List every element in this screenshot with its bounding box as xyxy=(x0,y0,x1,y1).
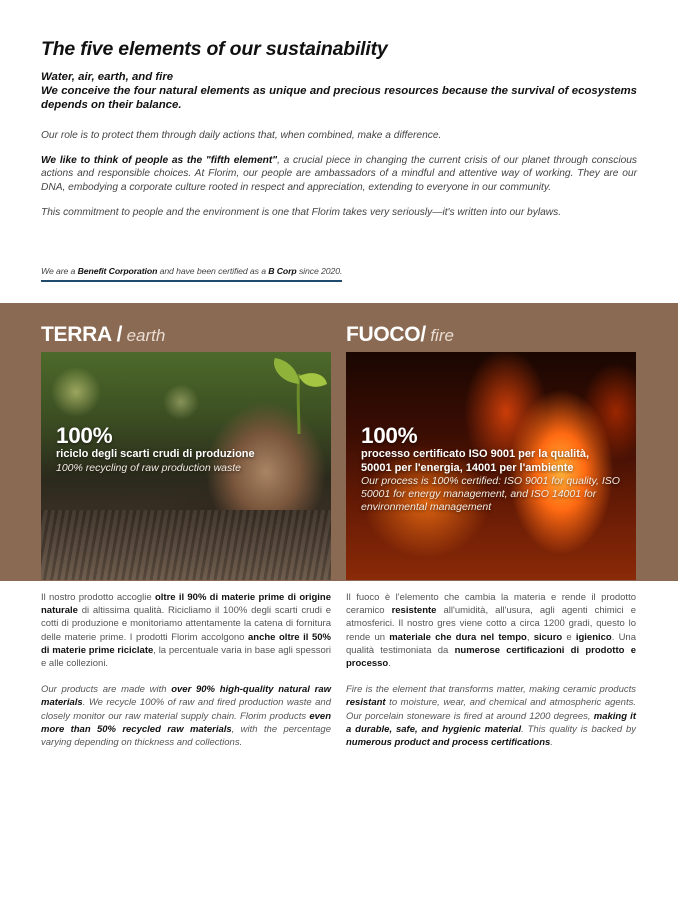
earth-it-bold: anche oltre il 50% di materie prime riciclate xyxy=(41,631,331,656)
intro-lead xyxy=(41,70,637,112)
fire-it-part: Il fuoco è l'elemento che cambia la materia e rende il prodotto ceramico xyxy=(346,592,636,617)
earth-en-part: . We recycle 100% of raw and fired production waste and closely monitor our raw material supply chain. Florim products xyxy=(41,697,331,722)
fire-en-part: . xyxy=(550,737,553,749)
earth-en-bold: even more than 50% recycled raw materials xyxy=(41,710,331,735)
fire-text-it xyxy=(346,591,636,670)
earth-it-part: , la percentuale varia in base agli spessori e alle collezioni. xyxy=(41,644,332,670)
intro-section xyxy=(41,70,637,220)
earth-soil xyxy=(41,510,331,580)
earth-it-bold: oltre il 90% di materie prime di origine naturale xyxy=(41,592,331,617)
earth-en-part: Our products are made with xyxy=(41,684,172,696)
intro-fifth-rest: , a crucial piece in changing the current crisis of our planet through conscious actions and responsible choices. At Florim, our people are ambassadors of a mindful and attentive way of working. They are our DNA, embodying a corporate culture rooted in respect and appreciation, extending to everyone in our community. xyxy=(41,154,638,193)
earth-heading-sub: earth xyxy=(126,326,166,345)
fire-heading-main: FUOCO/ xyxy=(346,323,426,346)
fire-en-part: Fire is the element that transforms matter, making ceramic products xyxy=(346,684,636,696)
earth-text-en xyxy=(41,683,331,749)
intro-role: Our role is to protect them through daily actions that, when combined, make a difference. xyxy=(41,130,442,141)
intro-commitment: This commitment to people and the environment is one that Florim takes very seriously—it's written into our bylaws. xyxy=(41,207,562,218)
fire-it-part: . xyxy=(388,658,391,670)
earth-stat-en: 100% recycling of raw production waste xyxy=(56,461,242,474)
intro-fifth-bold: We like to think of people as the "fifth element" xyxy=(41,154,278,166)
fire-it-part: , xyxy=(526,631,534,643)
fire-it-part: . Una qualità testimoniata da xyxy=(346,631,636,656)
sprout-icon xyxy=(269,354,329,434)
bcorp-benefit-corporation: Benefit Corporation xyxy=(77,266,158,276)
fire-heading-sub: fire xyxy=(430,326,454,345)
fire-it-bold: materiale che dura nel tempo xyxy=(389,631,527,643)
fire-stat-en: Our process is 100% certified: ISO 9001 for quality, ISO 50001 for energy management, and ISO 14001 for environmental management xyxy=(361,475,620,513)
fire-it-part: e xyxy=(562,631,576,643)
earth-heading-main: TERRA / xyxy=(41,323,123,346)
bcorp-mid: and have been certified as a xyxy=(157,266,269,276)
fire-heading xyxy=(346,323,454,347)
earth-text xyxy=(41,591,331,749)
fire-it-part: all'umidità, all'usura, agli agenti chimici e atmosferici. Il nostro gres viene cotto a circa 1200 gradi, questo lo rende un xyxy=(346,605,636,643)
elements-band xyxy=(0,303,678,581)
fire-text-en xyxy=(346,683,636,749)
fire-it-bold: resistente xyxy=(391,605,437,617)
earth-en-bold: over 90% high-quality natural raw materials xyxy=(41,684,332,709)
bcorp-b-corp: B Corp xyxy=(268,266,297,276)
fire-en-part: to moisture, wear, and chemical and atmospheric agents. Our porcelain stoneware is fired at around 1200 degrees, xyxy=(346,697,636,722)
earth-en-part: , with the percentage varying depending on thickness and collections. xyxy=(41,723,331,749)
bcorp-statement xyxy=(41,266,342,282)
fire-en-bold: numerous product and process certifications xyxy=(346,737,551,749)
earth-stat xyxy=(56,424,316,475)
fire-en-part: . This quality is backed by xyxy=(521,723,636,735)
earth-stat-value: 100% xyxy=(56,423,113,448)
earth-text-it xyxy=(41,591,331,670)
earth-heading xyxy=(41,323,165,347)
fire-photo xyxy=(346,352,636,580)
bcorp-post: since 2020. xyxy=(296,266,343,276)
fire-en-bold: making it a durable, safe, and hygienic material xyxy=(346,710,636,735)
intro-lead-line1: Water, air, earth, and fire xyxy=(41,71,174,83)
earth-stat-it: riciclo degli scarti crudi di produzione xyxy=(56,448,255,460)
fire-stat-value: 100% xyxy=(361,423,418,448)
fire-it-bold: sicuro xyxy=(533,631,563,643)
earth-it-part: Il nostro prodotto accoglie xyxy=(41,592,155,603)
earth-photo xyxy=(41,352,331,580)
fire-it-bold: numerose certificazioni di prodotto e processo xyxy=(346,644,636,670)
bcorp-pre: We are a xyxy=(41,266,78,276)
page-title: The five elements of our sustainability xyxy=(41,38,388,60)
fire-it-bold: igienico xyxy=(575,631,612,643)
fire-text xyxy=(346,591,636,749)
fire-en-bold: resistant xyxy=(346,697,386,709)
intro-lead-line2: We conceive the four natural elements as unique and precious resources because the survival of ecosystems depends on their balance. xyxy=(41,85,637,111)
fire-stat xyxy=(361,424,621,514)
earth-it-part: di altissima qualità. Ricicliamo il 100% degli scarti crudi e cotti di produzione e monitoriamo attentamente la catena di fornitura delle materie prime. I prodotti Florim accolgono xyxy=(41,605,331,643)
fire-stat-it: processo certificato ISO 9001 per la qualità, 50001 per l'energia, 14001 per l'ambiente xyxy=(361,448,590,474)
intro-fifth-element xyxy=(41,154,637,195)
